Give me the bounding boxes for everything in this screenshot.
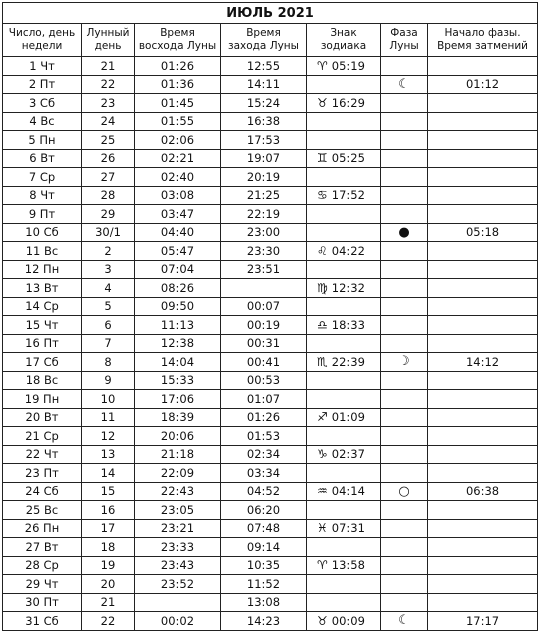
moonset-cell: 09:14 <box>221 538 307 557</box>
day-cell: 4 Вс <box>3 112 82 131</box>
zodiac-cell <box>307 556 381 575</box>
table-row <box>3 260 538 279</box>
table-title: ИЮЛЬ 2021 <box>3 3 538 24</box>
zodiac-time: 04:22 <box>331 243 365 258</box>
moonset-cell: 20:19 <box>221 168 307 187</box>
table-row <box>3 242 538 261</box>
phase-cell <box>381 57 428 76</box>
table-row <box>3 112 538 131</box>
table-row <box>3 223 538 242</box>
phase-cell <box>381 353 428 372</box>
lunar-day-cell: 7 <box>82 334 135 353</box>
day-cell: 19 Пн <box>3 390 82 409</box>
moonrise-cell: 02:06 <box>135 131 221 150</box>
zodiac-cell <box>307 427 381 446</box>
zodiac-cell <box>307 575 381 594</box>
header-phase-start: Начало фазы. Время затмений <box>428 24 538 57</box>
phase-start-cell <box>428 445 538 464</box>
zodiac-cell <box>307 371 381 390</box>
moonrise-cell: 15:33 <box>135 371 221 390</box>
moonset-cell: 12:55 <box>221 57 307 76</box>
zodiac-time: 18:33 <box>331 317 365 332</box>
phase-start-cell: 06:38 <box>428 482 538 501</box>
phase-start-cell <box>428 427 538 446</box>
zodiac-cell <box>307 445 381 464</box>
moonrise-cell: 05:47 <box>135 242 221 261</box>
moonrise-cell: 22:09 <box>135 464 221 483</box>
moonrise-cell: 12:38 <box>135 334 221 353</box>
moonset-cell: 00:41 <box>221 353 307 372</box>
zodiac-time: 22:39 <box>331 354 365 369</box>
day-cell: 22 Чт <box>3 445 82 464</box>
header-zodiac: Знак зодиака <box>307 24 381 57</box>
virgo-icon: ♍ <box>317 280 328 295</box>
phase-start-cell <box>428 279 538 298</box>
lunar-day-cell: 28 <box>82 186 135 205</box>
phase-cell <box>381 131 428 150</box>
phase-cell <box>381 205 428 224</box>
day-cell: 2 Пт <box>3 75 82 94</box>
lunar-day-cell: 26 <box>82 149 135 168</box>
phase-cell <box>381 482 428 501</box>
phase-start-cell <box>428 390 538 409</box>
moonset-cell: 14:11 <box>221 75 307 94</box>
table-row <box>3 279 538 298</box>
moonset-cell: 15:24 <box>221 94 307 113</box>
zodiac-cell <box>307 297 381 316</box>
moonrise-cell: 07:04 <box>135 260 221 279</box>
table-row <box>3 131 538 150</box>
phase-cell <box>381 75 428 94</box>
moonset-cell: 00:31 <box>221 334 307 353</box>
phase-start-cell <box>428 297 538 316</box>
phase-start-cell <box>428 57 538 76</box>
table-row <box>3 205 538 224</box>
phase-start-cell <box>428 519 538 538</box>
phase-start-cell <box>428 131 538 150</box>
lunar-day-cell: 27 <box>82 168 135 187</box>
zodiac-time: 12:32 <box>331 280 365 295</box>
lunar-day-cell: 15 <box>82 482 135 501</box>
lunar-day-cell: 21 <box>82 57 135 76</box>
phase-cell <box>381 538 428 557</box>
moonset-cell: 14:23 <box>221 612 307 631</box>
zodiac-cell <box>307 593 381 612</box>
phase-start-cell: 14:12 <box>428 353 538 372</box>
lunar-day-cell: 23 <box>82 94 135 113</box>
lunar-day-cell: 9 <box>82 371 135 390</box>
table-row <box>3 297 538 316</box>
header-day: Число, день недели <box>3 24 82 57</box>
libra-icon: ♎ <box>317 317 328 332</box>
day-cell: 16 Пт <box>3 334 82 353</box>
lunar-day-cell: 6 <box>82 316 135 335</box>
phase-start-cell <box>428 408 538 427</box>
phase-start-cell <box>428 186 538 205</box>
lunar-day-cell: 24 <box>82 112 135 131</box>
lunar-day-cell: 22 <box>82 75 135 94</box>
zodiac-cell <box>307 112 381 131</box>
moonset-cell: 22:19 <box>221 205 307 224</box>
lunar-day-cell: 2 <box>82 242 135 261</box>
moonrise-cell: 03:47 <box>135 205 221 224</box>
moonset-cell <box>221 279 307 298</box>
moonrise-cell: 23:05 <box>135 501 221 520</box>
table-row <box>3 371 538 390</box>
moonrise-cell: 23:33 <box>135 538 221 557</box>
table-row <box>3 519 538 538</box>
phase-start-cell <box>428 94 538 113</box>
moonrise-cell: 11:13 <box>135 316 221 335</box>
lunar-day-cell: 13 <box>82 445 135 464</box>
table-row <box>3 427 538 446</box>
zodiac-cell <box>307 538 381 557</box>
table-row <box>3 94 538 113</box>
table-row <box>3 168 538 187</box>
day-cell: 9 Пт <box>3 205 82 224</box>
zodiac-cell <box>307 242 381 261</box>
moonset-cell: 04:52 <box>221 482 307 501</box>
phase-cell <box>381 279 428 298</box>
table-row <box>3 593 538 612</box>
moonset-cell: 21:25 <box>221 186 307 205</box>
zodiac-time: 05:25 <box>331 151 365 166</box>
moonset-cell: 23:30 <box>221 242 307 261</box>
moonset-cell: 01:53 <box>221 427 307 446</box>
table-row <box>3 75 538 94</box>
table-row <box>3 445 538 464</box>
day-cell: 13 Вт <box>3 279 82 298</box>
phase-start-cell: 05:18 <box>428 223 538 242</box>
day-cell: 6 Вт <box>3 149 82 168</box>
lunar-day-cell: 18 <box>82 538 135 557</box>
moonrise-cell: 18:39 <box>135 408 221 427</box>
header-phase: Фаза Луны <box>381 24 428 57</box>
phase-start-cell <box>428 205 538 224</box>
aquarius-icon: ♒ <box>317 484 328 499</box>
zodiac-time: 17:52 <box>331 188 365 203</box>
moonset-cell: 16:38 <box>221 112 307 131</box>
lunar-day-cell: 30/1 <box>82 223 135 242</box>
zodiac-time: 01:09 <box>331 410 365 425</box>
table-row <box>3 538 538 557</box>
day-cell: 8 Чт <box>3 186 82 205</box>
phase-start-cell <box>428 149 538 168</box>
table-row <box>3 353 538 372</box>
day-cell: 15 Чт <box>3 316 82 335</box>
first-quarter-moon-icon: ☽ <box>398 354 410 370</box>
moonset-cell: 01:26 <box>221 408 307 427</box>
phase-cell <box>381 112 428 131</box>
day-cell: 11 Вс <box>3 242 82 261</box>
phase-cell <box>381 94 428 113</box>
phase-start-cell <box>428 168 538 187</box>
zodiac-cell <box>307 75 381 94</box>
moonset-cell: 13:08 <box>221 593 307 612</box>
phase-cell <box>381 593 428 612</box>
phase-cell <box>381 464 428 483</box>
day-cell: 21 Ср <box>3 427 82 446</box>
phase-cell <box>381 501 428 520</box>
lunar-day-cell: 12 <box>82 427 135 446</box>
moonrise-cell: 20:06 <box>135 427 221 446</box>
moonrise-cell: 21:18 <box>135 445 221 464</box>
phase-start-cell <box>428 501 538 520</box>
phase-cell <box>381 390 428 409</box>
phase-start-cell: 17:17 <box>428 612 538 631</box>
day-cell: 3 Сб <box>3 94 82 113</box>
phase-start-cell <box>428 464 538 483</box>
moonset-cell: 10:35 <box>221 556 307 575</box>
zodiac-cell <box>307 205 381 224</box>
new-moon-icon: ● <box>398 224 410 240</box>
day-cell: 20 Вт <box>3 408 82 427</box>
moonset-cell: 19:07 <box>221 149 307 168</box>
full-moon-icon: ○ <box>398 483 410 499</box>
day-cell: 24 Сб <box>3 482 82 501</box>
lunar-day-cell: 10 <box>82 390 135 409</box>
zodiac-cell <box>307 353 381 372</box>
moonrise-cell: 02:40 <box>135 168 221 187</box>
table-row <box>3 464 538 483</box>
zodiac-cell <box>307 279 381 298</box>
day-cell: 31 Сб <box>3 612 82 631</box>
taurus-icon: ♉ <box>317 95 328 110</box>
zodiac-cell <box>307 501 381 520</box>
phase-start-cell <box>428 556 538 575</box>
phase-start-cell: 01:12 <box>428 75 538 94</box>
moonrise-cell: 02:21 <box>135 149 221 168</box>
header-moonset: Время захода Луны <box>221 24 307 57</box>
aries-icon: ♈ <box>317 558 328 573</box>
zodiac-cell <box>307 223 381 242</box>
day-cell: 29 Чт <box>3 575 82 594</box>
day-cell: 1 Чт <box>3 57 82 76</box>
phase-cell <box>381 242 428 261</box>
lunar-day-cell: 19 <box>82 556 135 575</box>
day-cell: 25 Вс <box>3 501 82 520</box>
pisces-icon: ♓ <box>317 521 328 536</box>
lunar-day-cell: 8 <box>82 353 135 372</box>
lunar-day-cell: 5 <box>82 297 135 316</box>
phase-start-cell <box>428 575 538 594</box>
moonrise-cell: 01:26 <box>135 57 221 76</box>
day-cell: 5 Пн <box>3 131 82 150</box>
moonrise-cell: 23:21 <box>135 519 221 538</box>
zodiac-time: 16:29 <box>331 95 365 110</box>
zodiac-cell <box>307 390 381 409</box>
zodiac-cell <box>307 260 381 279</box>
phase-cell <box>381 223 428 242</box>
zodiac-cell <box>307 408 381 427</box>
lunar-day-cell: 22 <box>82 612 135 631</box>
scorpio-icon: ♏ <box>317 354 328 369</box>
lunar-day-cell: 29 <box>82 205 135 224</box>
moonset-cell: 11:52 <box>221 575 307 594</box>
moonrise-cell: 09:50 <box>135 297 221 316</box>
table-row <box>3 334 538 353</box>
phase-cell <box>381 556 428 575</box>
zodiac-cell <box>307 464 381 483</box>
day-cell: 14 Ср <box>3 297 82 316</box>
moonrise-cell: 08:26 <box>135 279 221 298</box>
capricorn-icon: ♑ <box>317 447 328 462</box>
phase-cell <box>381 149 428 168</box>
moonset-cell: 00:07 <box>221 297 307 316</box>
zodiac-cell <box>307 149 381 168</box>
lunar-day-cell: 20 <box>82 575 135 594</box>
table-row <box>3 149 538 168</box>
calendar-body <box>3 57 538 631</box>
moonrise-cell: 00:02 <box>135 612 221 631</box>
lunar-day-cell: 11 <box>82 408 135 427</box>
lunar-day-cell: 3 <box>82 260 135 279</box>
leo-icon: ♌ <box>317 243 328 258</box>
header-lunar-day: Лунный день <box>82 24 135 57</box>
phase-cell <box>381 408 428 427</box>
moonrise-cell: 14:04 <box>135 353 221 372</box>
phase-cell <box>381 612 428 631</box>
phase-start-cell <box>428 593 538 612</box>
zodiac-cell <box>307 612 381 631</box>
table-row <box>3 390 538 409</box>
moonrise-cell: 04:40 <box>135 223 221 242</box>
gemini-icon: ♊ <box>317 151 328 166</box>
moonrise-cell: 17:06 <box>135 390 221 409</box>
moonrise-cell: 01:55 <box>135 112 221 131</box>
zodiac-cell <box>307 519 381 538</box>
zodiac-cell <box>307 186 381 205</box>
table-row <box>3 556 538 575</box>
zodiac-cell <box>307 57 381 76</box>
phase-cell <box>381 260 428 279</box>
zodiac-cell <box>307 334 381 353</box>
phase-start-cell <box>428 316 538 335</box>
table-row <box>3 57 538 76</box>
moonset-cell: 02:34 <box>221 445 307 464</box>
phase-cell <box>381 186 428 205</box>
day-cell: 10 Сб <box>3 223 82 242</box>
zodiac-time: 02:37 <box>331 447 365 462</box>
phase-cell <box>381 316 428 335</box>
phase-start-cell <box>428 112 538 131</box>
day-cell: 30 Пт <box>3 593 82 612</box>
moonset-cell: 03:34 <box>221 464 307 483</box>
zodiac-time: 00:09 <box>331 613 365 628</box>
lunar-day-cell: 4 <box>82 279 135 298</box>
cancer-icon: ♋ <box>317 188 328 203</box>
table-row <box>3 482 538 501</box>
phase-cell <box>381 575 428 594</box>
zodiac-cell <box>307 94 381 113</box>
moonrise-cell: 22:43 <box>135 482 221 501</box>
day-cell: 28 Ср <box>3 556 82 575</box>
zodiac-time: 05:19 <box>331 58 365 73</box>
phase-cell <box>381 519 428 538</box>
lunar-day-cell: 14 <box>82 464 135 483</box>
zodiac-time: 13:58 <box>331 558 365 573</box>
moonset-cell: 23:00 <box>221 223 307 242</box>
moonset-cell: 17:53 <box>221 131 307 150</box>
moonrise-cell: 23:43 <box>135 556 221 575</box>
zodiac-cell <box>307 482 381 501</box>
moonrise-cell: 01:45 <box>135 94 221 113</box>
day-cell: 26 Пн <box>3 519 82 538</box>
phase-start-cell <box>428 334 538 353</box>
table-row <box>3 612 538 631</box>
phase-start-cell <box>428 371 538 390</box>
table-row <box>3 408 538 427</box>
phase-cell <box>381 445 428 464</box>
header-moonrise: Время восхода Луны <box>135 24 221 57</box>
table-row <box>3 316 538 335</box>
table-row <box>3 186 538 205</box>
lunar-calendar-table <box>2 2 538 631</box>
phase-cell <box>381 334 428 353</box>
phase-start-cell <box>428 242 538 261</box>
zodiac-cell <box>307 168 381 187</box>
table-row <box>3 501 538 520</box>
sagittarius-icon: ♐ <box>317 410 328 425</box>
phase-cell <box>381 297 428 316</box>
day-cell: 23 Пт <box>3 464 82 483</box>
moonset-cell: 00:53 <box>221 371 307 390</box>
zodiac-cell <box>307 316 381 335</box>
moonrise-cell: 01:36 <box>135 75 221 94</box>
phase-cell <box>381 168 428 187</box>
day-cell: 27 Вт <box>3 538 82 557</box>
table-row <box>3 575 538 594</box>
lunar-day-cell: 16 <box>82 501 135 520</box>
zodiac-time: 04:14 <box>331 484 365 499</box>
zodiac-time: 07:31 <box>331 521 365 536</box>
moonset-cell: 00:19 <box>221 316 307 335</box>
day-cell: 18 Вс <box>3 371 82 390</box>
lunar-day-cell: 17 <box>82 519 135 538</box>
phase-cell <box>381 427 428 446</box>
phase-start-cell <box>428 538 538 557</box>
aries-icon: ♈ <box>317 58 328 73</box>
last-quarter-moon-icon: ☾ <box>398 76 410 92</box>
zodiac-cell <box>307 131 381 150</box>
moonset-cell: 07:48 <box>221 519 307 538</box>
moonset-cell: 01:07 <box>221 390 307 409</box>
day-cell: 12 Пн <box>3 260 82 279</box>
phase-cell <box>381 371 428 390</box>
last-quarter-moon-icon: ☾ <box>398 613 410 629</box>
moonset-cell: 23:51 <box>221 260 307 279</box>
moonset-cell: 06:20 <box>221 501 307 520</box>
lunar-day-cell: 25 <box>82 131 135 150</box>
moonrise-cell: 23:52 <box>135 575 221 594</box>
moonrise-cell: 03:08 <box>135 186 221 205</box>
lunar-day-cell: 21 <box>82 593 135 612</box>
moonrise-cell <box>135 593 221 612</box>
day-cell: 7 Ср <box>3 168 82 187</box>
taurus-icon: ♉ <box>317 613 328 628</box>
phase-start-cell <box>428 260 538 279</box>
day-cell: 17 Сб <box>3 353 82 372</box>
